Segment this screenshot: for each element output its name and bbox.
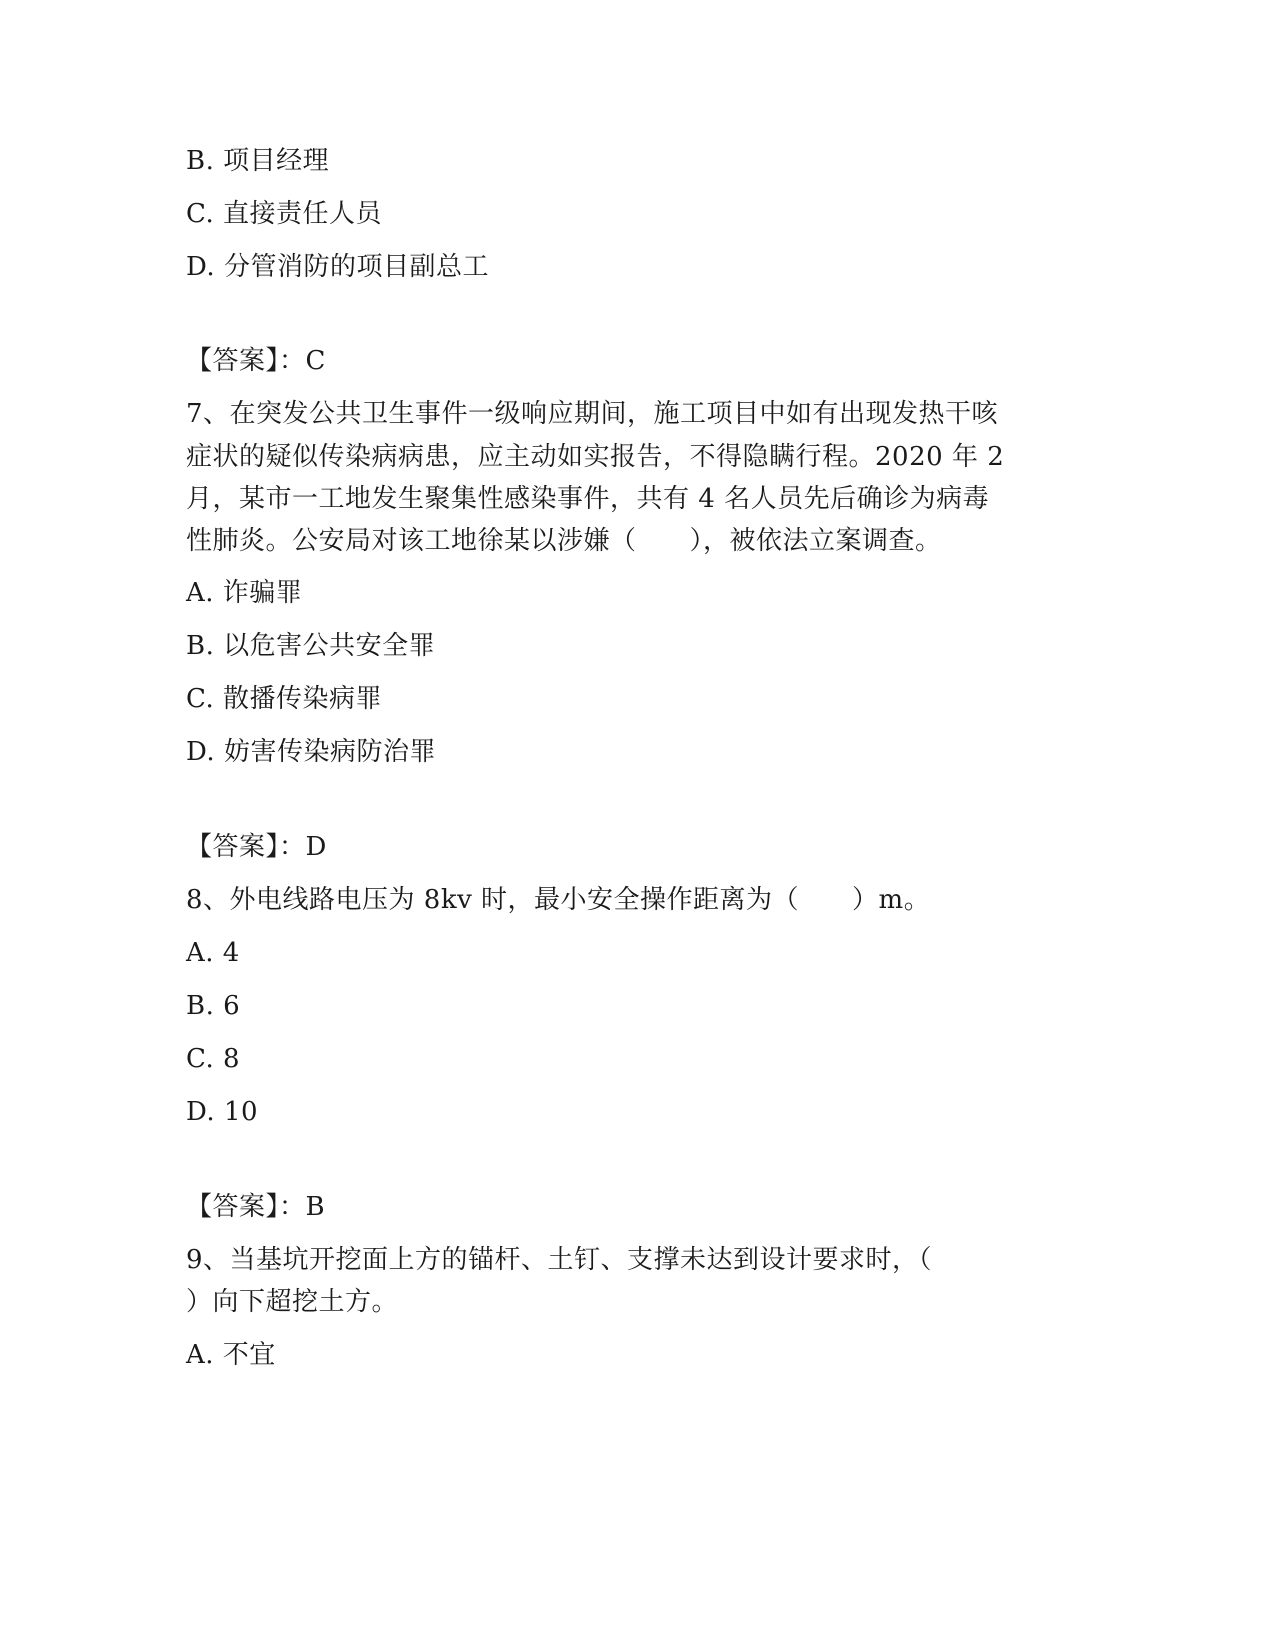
question-7-line-2: 症状的疑似传染病病患，应主动如实报告，不得隐瞒行程。2020 年 2	[186, 442, 1005, 472]
question-7-option-b: B. 以危害公共安全罪	[186, 631, 436, 661]
question-7-option-c: C. 散播传染病罪	[186, 684, 382, 714]
question-8-option-a: A. 4	[186, 938, 240, 968]
option-b: B. 项目经理	[186, 146, 330, 176]
question-7-answer: 【答案】：D	[186, 832, 327, 862]
question-7-line-3: 月，某市一工地发生聚集性感染事件，共有 4 名人员先后确诊为病毒	[186, 484, 990, 514]
question-8-text: 8、外电线路电压为 8kv 时，最小安全操作距离为（ ）m。	[186, 885, 931, 915]
question-7-option-d: D. 妨害传染病防治罪	[186, 737, 436, 767]
question-8-option-d: D. 10	[186, 1097, 259, 1127]
question-7-option-a: A. 诈骗罪	[186, 578, 303, 608]
question-7-line-1: 7、在突发公共卫生事件一级响应期间，施工项目中如有出现发热干咳	[186, 399, 999, 429]
answer-label: 【答案】：C	[186, 346, 326, 376]
question-8-option-b: B. 6	[186, 991, 241, 1021]
option-c: C. 直接责任人员	[186, 199, 382, 229]
question-7-line-4: 性肺炎。公安局对该工地徐某以涉嫌（ ），被依法立案调查。	[186, 526, 942, 556]
question-8-answer: 【答案】：B	[186, 1192, 326, 1222]
question-8-option-c: C. 8	[186, 1044, 241, 1074]
question-9-option-a: A. 不宜	[186, 1340, 276, 1370]
question-9-line-2: ）向下超挖土方。	[186, 1287, 399, 1317]
option-d: D. 分管消防的项目副总工	[186, 252, 489, 282]
question-9-line-1: 9、当基坑开挖面上方的锚杆、土钉、支撑未达到设计要求时，（	[186, 1245, 933, 1275]
